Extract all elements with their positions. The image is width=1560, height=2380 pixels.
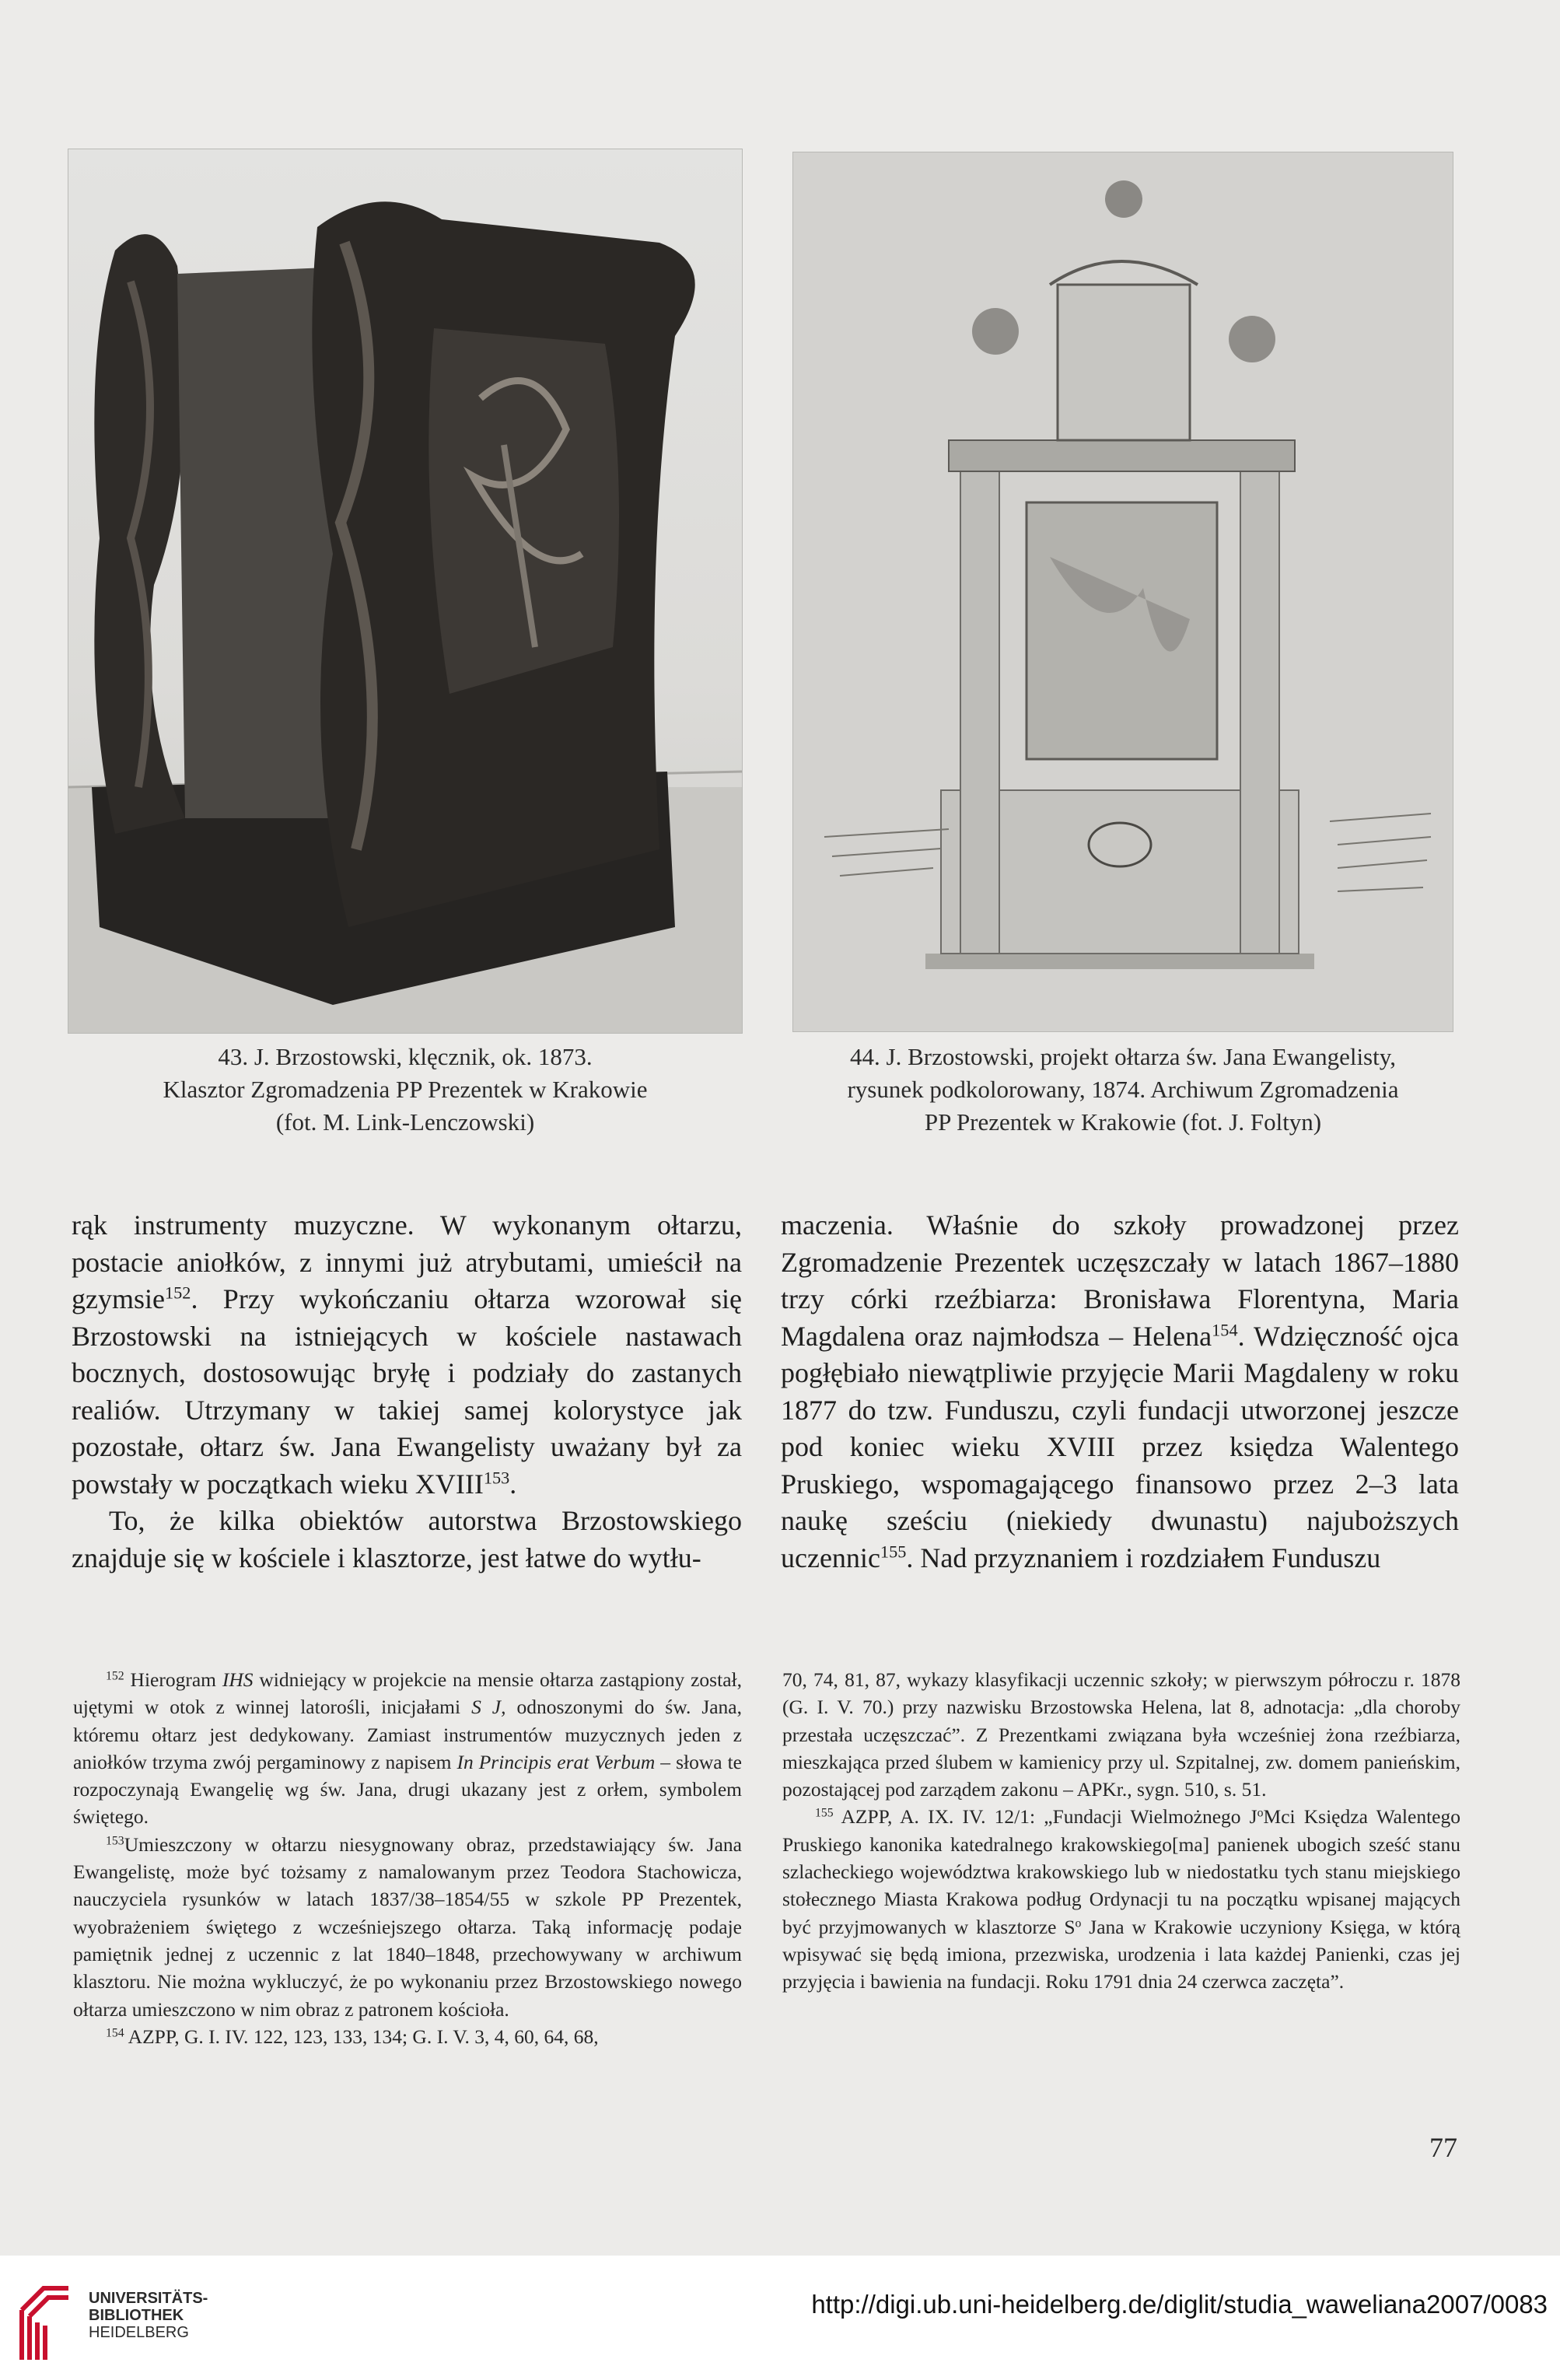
footnote-ref-152[interactable]: 152 — [164, 1283, 191, 1303]
footnote-mark: 154 — [106, 2026, 124, 2040]
body-column-right — [781, 1207, 1459, 1577]
footnote-ref-153[interactable]: 153 — [483, 1468, 510, 1488]
superscript: o — [1075, 1916, 1082, 1930]
footnote-mark: 153 — [106, 1834, 124, 1848]
footnote-ref-154[interactable]: 154 — [1212, 1320, 1238, 1340]
body-text: maczenia. Właśnie do szkoły prowadzonej przez Zgromadzenie Prezentek uczęszczały w latach 1867–1880 trzy córki rzeźbiarza: Bronisława Florentyna, Maria Magdalena oraz najmłodsza – Helena — [781, 1209, 1459, 1352]
body-text: . — [509, 1468, 517, 1500]
caption-line: Klasztor Zgromadzenia PP Prezentek w Krakowie — [163, 1076, 648, 1103]
footnote-mark: 155 — [815, 1806, 834, 1820]
footnote-text: Mci Księdza Walentego Pruskiego kanonika katedralnego krakowskiego[ma] panienek ubogich sześć stanu szlacheckiego województwa krakowskiego lub w niedostatku tych stanu miejskiego stołecznego Miasta Krakowa podług Ordynacji tu na początku wpisanej mających być przyjmowanych w klasztorze S — [782, 1805, 1460, 1938]
figure-44-photo — [793, 152, 1453, 1031]
footnotes-left — [73, 1666, 742, 2050]
prie-dieu-image — [68, 149, 742, 1033]
body-column-left — [72, 1207, 742, 1577]
footnote-text: – słowa te rozpoczynają Ewangelię wg św. Jana, drugi ukazany jest z orłem, symbolem świętego. — [73, 1750, 742, 1829]
body-text: . Nad przyznaniem i rozdziałem Funduszu — [906, 1542, 1381, 1573]
superscript: o — [1257, 1806, 1264, 1820]
footnotes-right — [782, 1666, 1460, 1996]
footnote-153 — [73, 1831, 742, 2023]
footnote-ref-155[interactable]: 155 — [880, 1542, 907, 1562]
body-text: . Przy wykończaniu ołtarza wzorował się Brzostowski na istniejących w kościele nastawach bocznych, dostosowując bryłę i podziały do zastanych realiów. Utrzymany w takiej samej kolorystyce jak pozostałe, ołtarz św. Jana Ewangelisty uważany był za powstały w początkach wieku XVIII — [72, 1283, 742, 1500]
footnote-text: AZPP, A. IX. IV. 12/1: „Fundacji Wielmożnego J — [833, 1805, 1257, 1829]
footnote-text: IHS — [222, 1668, 254, 1691]
footnote-text: odnoszonymi do św. Jana, któremu ołtarz jest dedykowany. Zamiast instrumentów muzycznych jeden z aniołków trzyma zwój pergaminowy z napisem — [73, 1696, 743, 1773]
page-number: 77 — [1429, 2132, 1457, 2163]
body-paragraph: To, że kilka obiektów autorstwa Brzostowskiego znajduje się w kościele i klasztorze, jest łatwe do wytłu- — [72, 1505, 742, 1573]
body-text: . Wdzięczność ojca pogłębiało niewątpliwie przyjęcie Marii Magdaleny w roku 1877 do tzw. Funduszu, czyli fundacji utworzonej jeszcze pod koniec wieku XVIII przez księdza Walentego Pruskiego, wspomagającego finansowo przez 2–3 lata naukę sześciu (niekiedy dwunastu) najuboższych uczennic — [781, 1320, 1459, 1573]
body-text: rąk instrumenty muzyczne. W wykonanym ołtarzu, postacie aniołków, z innymi już atrybutami, umieścił na gzymsie — [72, 1209, 742, 1314]
footnote-text: S J, — [471, 1696, 506, 1719]
footnote-154 — [73, 2023, 742, 2050]
figure-44-caption — [790, 1041, 1456, 1139]
caption-line: rysunek podkolorowany, 1874. Archiwum Zgromadzenia — [847, 1076, 1399, 1103]
altar-drawing-image — [793, 152, 1453, 1031]
source-url-link[interactable]: http://digi.ub.uni-heidelberg.de/diglit/studia_waweliana2007/0083 — [811, 2290, 1548, 2319]
university-library-logo-icon — [16, 2279, 75, 2364]
footnote-text: Umieszczony w ołtarzu niesygnowany obraz, przedstawiający św. Jana Ewangelistę, może być tożsamy z namalowanym przez Teodora Stachowicza, nauczyciela rysunków w latach 1837/38–1854/55 w szkole PP Prezentek, wyobrażeniem świętego z wcześniejszego ołtarza. Taką informację podaje pamiętnik jednej z uczennic z lat 1840–1848, przechowywany w archiwum klasztoru. Nie można wykluczyć, że po wykonaniu przez Brzostowskiego nowego ołtarza umieszczono w nim obraz z patronem kościoła. — [73, 1832, 742, 2021]
footnote-text: Jana w Krakowie uczyniony Księga, w którą wpisywać się będą imiona, przezwiska, urodzenia i lata każdej Panienki, czas jej przyjęcia i bawienia na fundacji. Roku 1791 dnia 24 czerwca zaczęta”. — [782, 1915, 1460, 1993]
library-name-line: UNIVERSITÄTS- — [89, 2290, 208, 2307]
figure-43-caption — [68, 1041, 742, 1139]
caption-line: (fot. M. Link-Lenczowski) — [275, 1108, 535, 1136]
footnote-text: AZPP, G. I. IV. 122, 123, 133, 134; G. I. V. 3, 4, 60, 64, 68, — [124, 2025, 599, 2048]
caption-line: 44. J. Brzostowski, projekt ołtarza św. Jana Ewangelisty, — [850, 1043, 1396, 1070]
footnote-mark: 152 — [106, 1669, 124, 1683]
body-paragraph — [72, 1207, 742, 1503]
library-name-line: BIBLIOTHEK — [89, 2307, 184, 2324]
footnote-text: widniejący w projekcie na mensie ołtarza zastąpiony został, ujętymi w otok z winnej latorośli, inicjałami — [73, 1668, 742, 1719]
footnote-text: Hierogram — [124, 1668, 222, 1691]
library-name — [89, 2290, 208, 2341]
body-paragraph — [781, 1207, 1459, 1577]
figure-43-photo — [68, 149, 742, 1033]
caption-line: 43. J. Brzostowski, klęcznik, ok. 1873. — [218, 1043, 593, 1070]
footnote-155 — [782, 1803, 1460, 1995]
caption-line: PP Prezentek w Krakowie (fot. J. Foltyn) — [924, 1108, 1322, 1136]
footnote-text: In Principis erat Verbum — [456, 1750, 656, 1773]
library-name-line: HEIDELBERG — [89, 2324, 189, 2341]
footnote-154-continued: 70, 74, 81, 87, wykazy klasyfikacji uczennic szkoły; w pierwszym półroczu r. 1878 (G. I. V. 70.) przy nazwisku Brzostowska Helena, lat 8, adnotacja: „dla choroby przestała uczęszczać”. Z Prezentkami związana była wcześniej żona rzeźbiarza, mieszkająca przed ślubem w kamienicy przy ul. Szpitalnej, zw. domem panieńskim, pozostającej pod zarządem zakonu – APKr., sygn. 510, s. 51. — [782, 1668, 1460, 1801]
footnote-152 — [73, 1666, 742, 1831]
